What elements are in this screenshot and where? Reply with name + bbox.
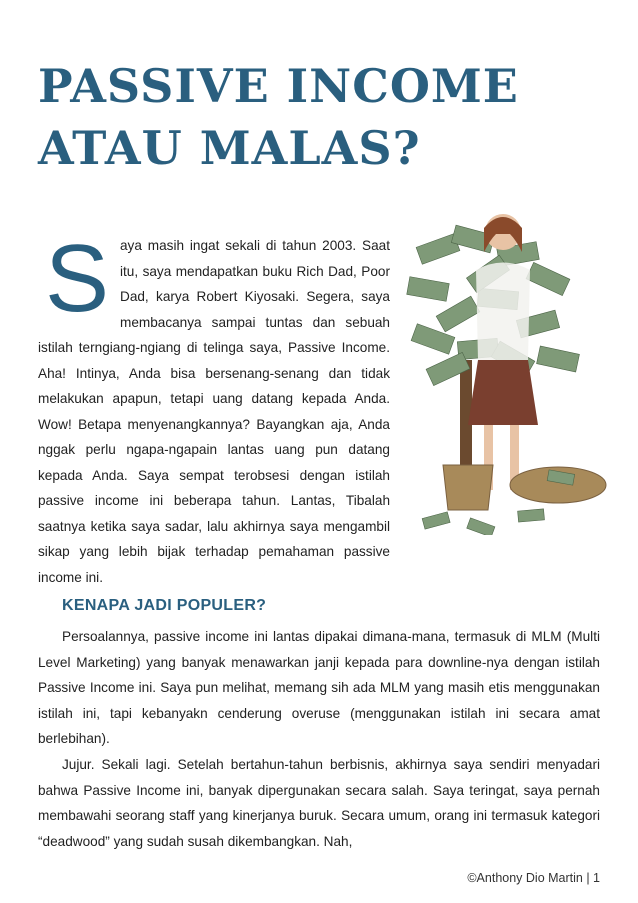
page-title (38, 55, 598, 179)
body-paragraph-1: Persoalannya, passive income ini lantas dipakai dimana-mana, termasuk di MLM (Multi Level Marketing) yang banyak menawarkan janji kepada para downline-nya dengan istilah Passive Income ini. Saya pun melihat, memang sih ada MLM yang masih etis menggunakan istilah ini, tapi kebanyakn cenderung overuse (menggunakan istilah ini secara amat berlebihan). (38, 629, 600, 747)
intro-text: aya masih ingat sekali di tahun 2003. Saat itu, saya mendapatkan buku Rich Dad, Poor Dad, karya Robert Kiyosaki. Segera, saya membacanya sampai tuntas dan sebuah istilah terngiang-ngiang di telinga saya, Passive Income. Aha! Intinya, Anda bisa bersenang-senang dan tidak melakukan apapun, tetapi uang datang kepada Anda. Wow! Betapa menyenangkannya? Bayangkan aja, Anda nggak perlu ngapa-ngapain lantas uang pun datang kepada Anda. Saya sempat terobsesi dengan istilah passive income ini beberapa tahun. Lantas, Tibalah saatnya ketika saya sadar, lalu akhirnya saya mengambil sikap yang lebih bijak terhadap pemahaman passive income ini. (38, 238, 390, 585)
body-text (38, 624, 600, 854)
drop-cap: S (44, 225, 110, 332)
page-footer: ©Anthony Dio Martin | 1 (467, 871, 600, 885)
section-heading: KENAPA JADI POPULER? (62, 597, 267, 614)
title-line-1: PASSIVE INCOME (38, 59, 519, 113)
intro-paragraph (38, 225, 390, 590)
body-paragraph-2: Jujur. Sekali lagi. Setelah bertahun-tahun berbisnis, akhirnya saya sendiri menyadari bahwa Passive Income ini, banyak dipergunakan secara salah. Saya teringat, saya pernah membawahi seorang staff yang kinerjanya buruk. Secara umum, orang ini termasuk kategori “deadwood” yang sudah susah dikembangkan. Nah, (38, 756, 600, 849)
title-line-2: ATAU MALAS? (38, 121, 421, 175)
money-tree-photo (398, 210, 608, 535)
